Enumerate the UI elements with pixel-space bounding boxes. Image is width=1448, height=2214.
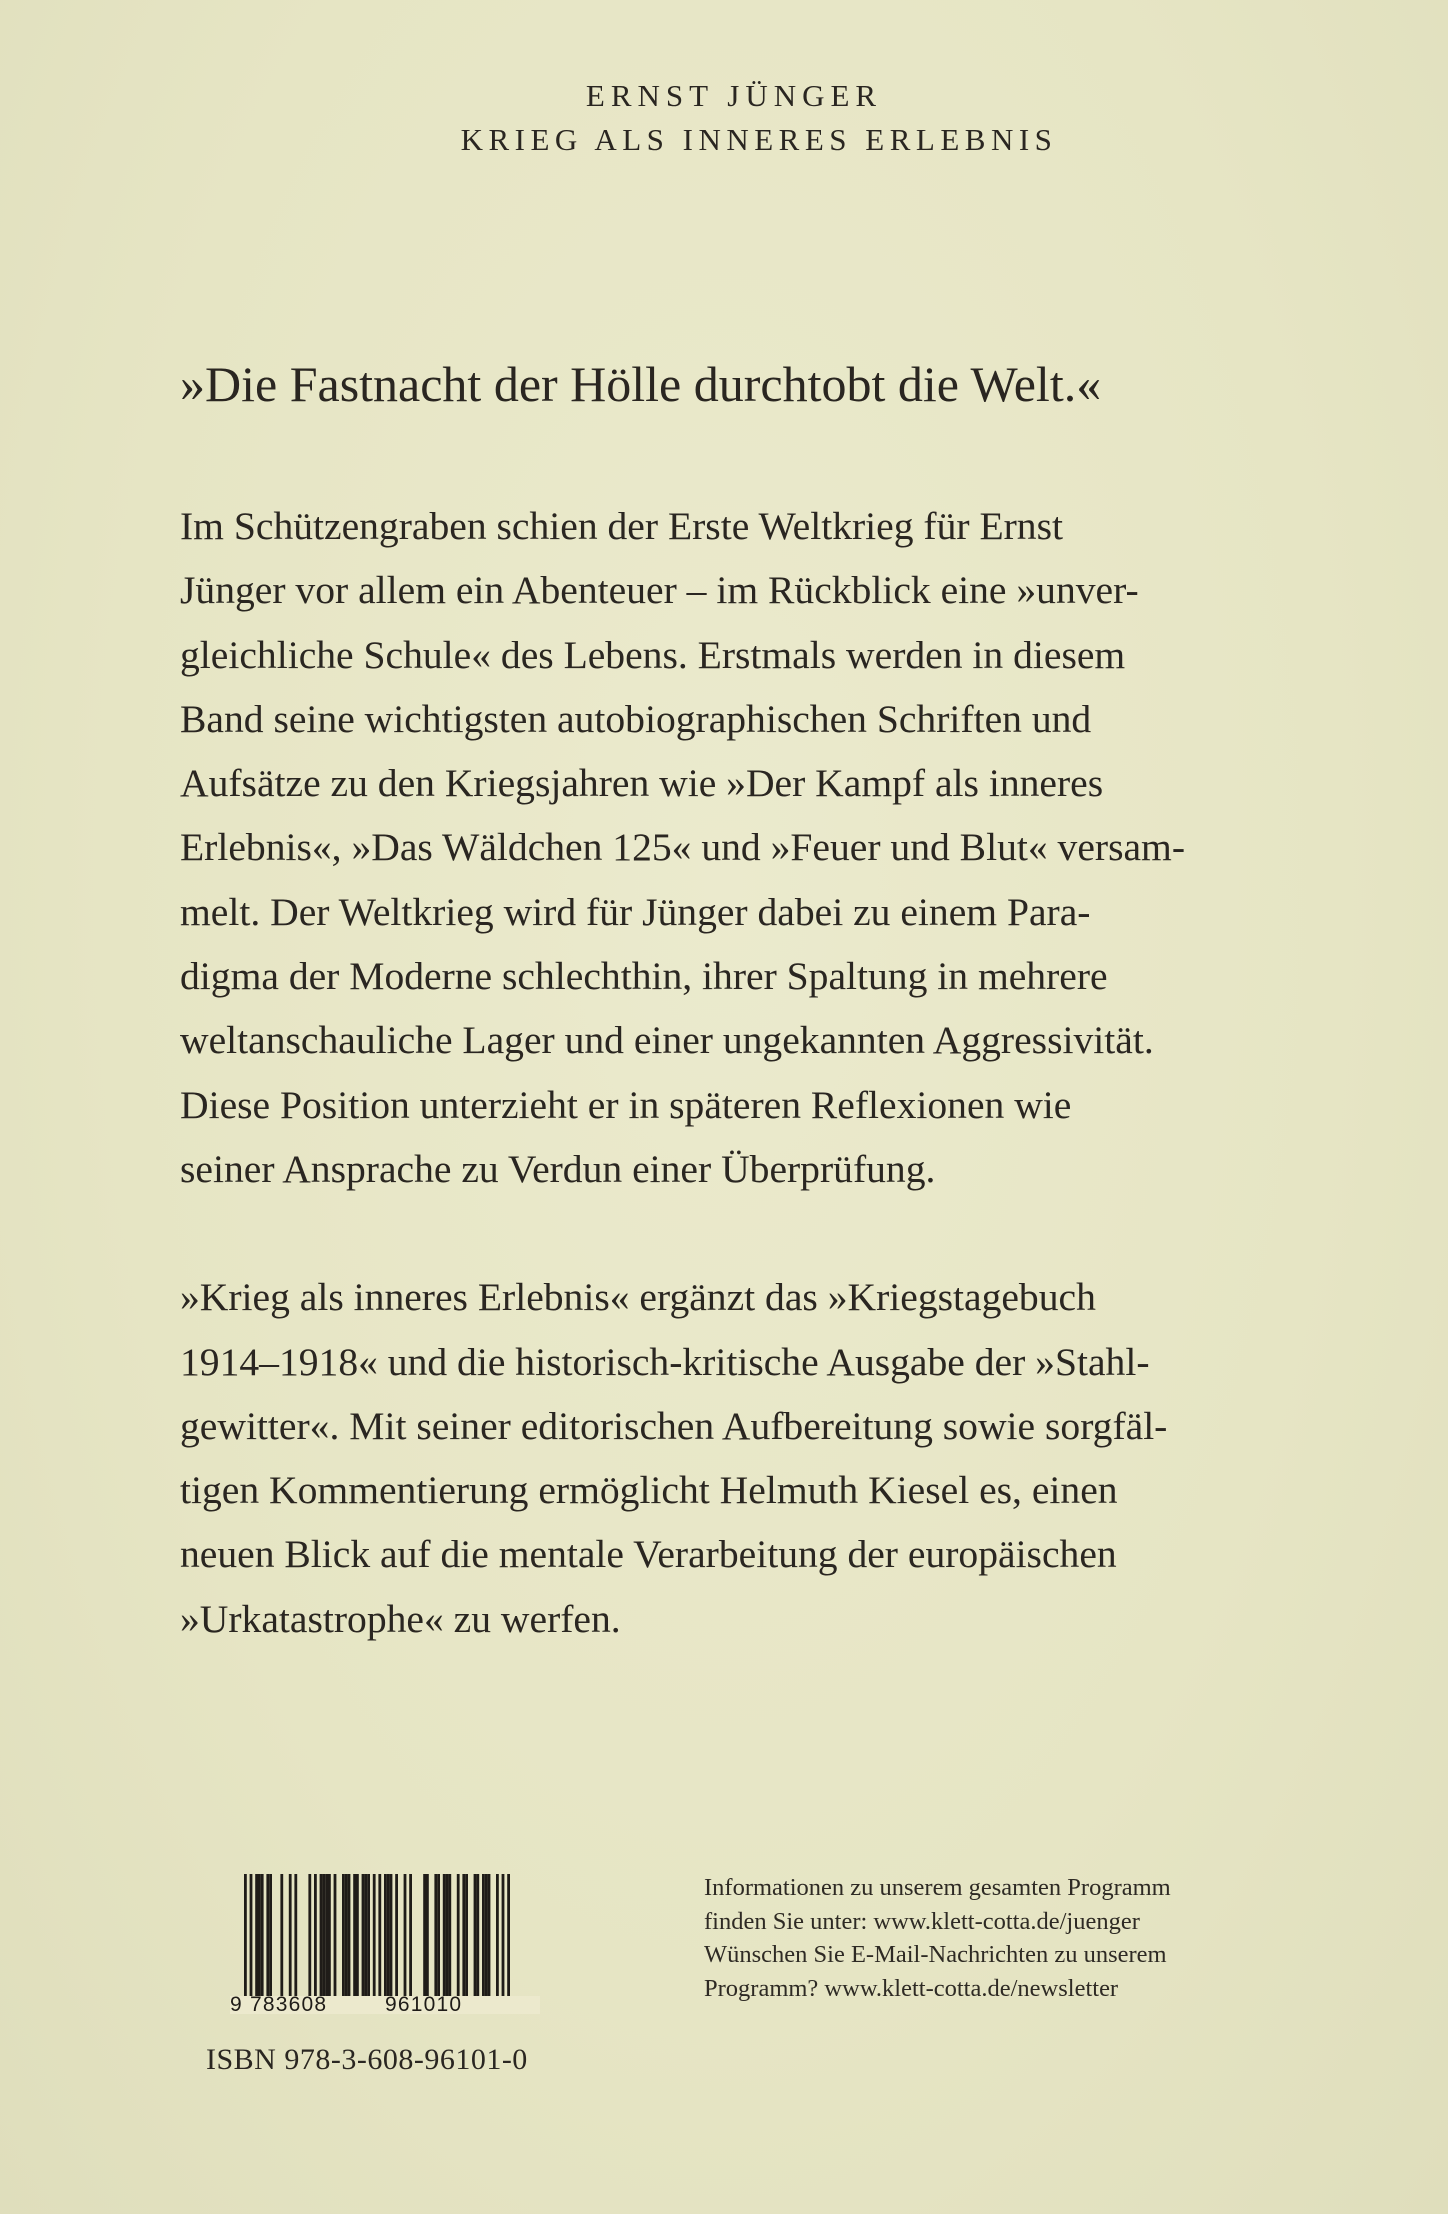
- barcode-bar: [457, 1874, 460, 1996]
- blurb-line: Erlebnis«, »Das Wäldchen 125« und »Feuer und Blut« versam-: [180, 825, 1186, 870]
- barcode-bar: [423, 1874, 426, 1996]
- barcode-bar: [280, 1874, 283, 1996]
- barcode-bar: [502, 1874, 505, 2010]
- blurb-line: 1914–1918« und die historisch-kritische Ausgabe der »Stahl-: [180, 1339, 1150, 1384]
- epigraph-quote: »Die Fastnacht der Hölle durchtobt die Welt.«: [180, 356, 1102, 412]
- barcode-bar: [320, 1874, 323, 1996]
- publisher-info: [704, 1871, 1404, 2005]
- blurb-line: tigen Kommentierung ermöglicht Helmuth Kiesel es, einen: [180, 1468, 1118, 1513]
- blurb-text: [180, 494, 1280, 1651]
- barcode-bar: [437, 1874, 440, 1996]
- isbn-barcode: [230, 1874, 540, 2014]
- barcode-bar: [443, 1874, 446, 1996]
- barcode-bar: [353, 1874, 356, 1996]
- barcode-graphic: [230, 1874, 540, 2014]
- barcode-bar: [328, 1874, 331, 1996]
- blurb-paragraph-1: [180, 494, 1280, 1201]
- blurb-line: Band seine wichtigsten autobiographischen Schriften und: [180, 696, 1092, 741]
- barcode-bar: [404, 1874, 407, 1996]
- barcode-left-digits: 783608: [250, 1993, 328, 2014]
- barcode-first-digit: 9: [230, 1993, 242, 2014]
- barcode-bar: [325, 1874, 328, 1996]
- barcode-bar: [390, 1874, 393, 1996]
- barcode-bar: [387, 1874, 390, 1996]
- barcode-right-digits: 961010: [385, 1993, 463, 2014]
- barcode-bar: [322, 1874, 325, 1996]
- barcode-bar: [476, 1874, 479, 1996]
- barcode-bar: [269, 1874, 272, 1996]
- barcode-bar: [465, 1874, 468, 1996]
- blurb-line: »Krieg als inneres Erlebnis« ergänzt das »Kriegstagebuch: [180, 1275, 1096, 1320]
- blurb-line: gleichliche Schule« des Lebens. Erstmals werden in diesem: [180, 632, 1126, 677]
- barcode-bar: [334, 1874, 337, 1996]
- barcode-bar: [378, 1874, 381, 2010]
- blurb-paragraph-2: [180, 1265, 1280, 1651]
- book-title: KRIEG ALS INNERES ERLEBNIS: [460, 122, 1058, 157]
- barcode-bar: [482, 1874, 485, 1996]
- barcode-bar: [367, 1874, 370, 1996]
- barcode-bar: [474, 1874, 477, 1996]
- barcode-bar: [434, 1874, 437, 1996]
- barcode-bar: [409, 1874, 412, 1996]
- blurb-line: melt. Der Weltkrieg wird für Jünger dabei zu einem Para-: [180, 889, 1091, 934]
- barcode-bar: [250, 1874, 253, 2010]
- barcode-bar: [244, 1874, 247, 2010]
- blurb-line: Diese Position unterzieht er in späteren Reflexionen wie: [180, 1082, 1072, 1127]
- barcode-bar: [261, 1874, 264, 1996]
- barcode-bar: [345, 1874, 348, 1996]
- barcode-bar: [289, 1874, 292, 1996]
- barcode-bar: [395, 1874, 398, 1996]
- barcode-bar: [356, 1874, 359, 1996]
- barcode-bar: [488, 1874, 491, 1996]
- barcode-bar: [384, 1874, 387, 1996]
- info-line: finden Sie unter: www.klett-cotta.de/juenger: [704, 1907, 1140, 1935]
- barcode-bar: [364, 1874, 367, 1996]
- blurb-line: digma der Moderne schlechthin, ihrer Spaltung in mehrere: [180, 954, 1108, 999]
- barcode-bar: [362, 1874, 365, 1996]
- info-line: Informationen zu unserem gesamten Programm: [704, 1874, 1171, 1901]
- blurb-line: Jünger vor allem ein Abenteuer – im Rückblick eine »unver-: [180, 568, 1139, 613]
- barcode-bar: [426, 1874, 429, 1996]
- barcode-bar: [446, 1874, 449, 1996]
- barcode-bar: [342, 1874, 345, 1996]
- barcode-bar: [496, 1874, 499, 1996]
- blurb-line: seiner Ansprache zu Verdun einer Überprüfung.: [180, 1146, 936, 1191]
- barcode-bar: [485, 1874, 488, 1996]
- barcode-bar: [314, 1874, 317, 1996]
- blurb-line: Aufsätze zu den Kriegsjahren wie »Der Kampf als inneres: [180, 761, 1104, 806]
- barcode-bar: [308, 1874, 311, 1996]
- barcode-bar: [266, 1874, 269, 1996]
- author-name: ERNST JÜNGER: [585, 78, 883, 113]
- barcode-bar: [507, 1874, 510, 2010]
- blurb-line: weltanschauliche Lager und einer ungekannten Aggressivität.: [180, 1018, 1154, 1063]
- barcode-bar: [373, 1874, 376, 2010]
- isbn-number: ISBN 978-3-608-96101-0: [206, 2043, 528, 2076]
- barcode-bar: [462, 1874, 465, 1996]
- barcode-bar: [294, 1874, 297, 1996]
- blurb-line: »Urkatastrophe« zu werfen.: [180, 1596, 621, 1641]
- barcode-bar: [348, 1874, 351, 1996]
- blurb-line: neuen Blick auf die mentale Verarbeitung der europäischen: [180, 1532, 1117, 1577]
- barcode-bar: [448, 1874, 451, 1996]
- info-line: Wünschen Sie E-Mail-Nachrichten zu unserem: [704, 1941, 1167, 1968]
- info-line: Programm? www.klett-cotta.de/newsletter: [704, 1974, 1119, 2002]
- blurb-line: gewitter«. Mit seiner editorischen Aufbereitung sowie sorgfäl-: [180, 1403, 1168, 1448]
- book-header: [0, 74, 1448, 162]
- blurb-line: Im Schützengraben schien der Erste Weltkrieg für Ernst: [180, 504, 1063, 548]
- barcode-bar: [255, 1874, 258, 1996]
- barcode-bar: [258, 1874, 261, 1996]
